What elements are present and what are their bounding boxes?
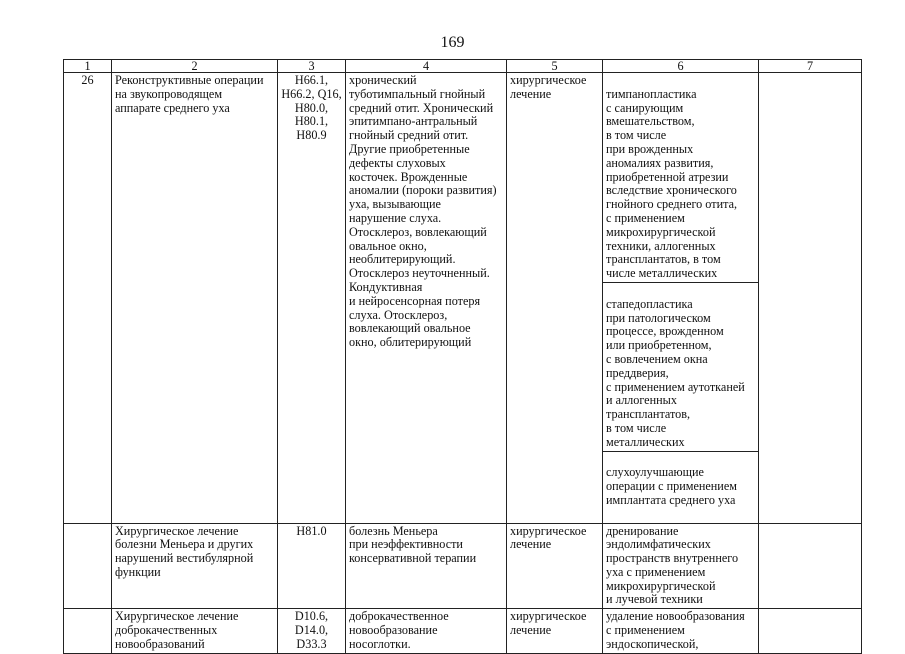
column-header: 3	[278, 60, 346, 73]
row-number: 26	[64, 73, 112, 524]
treatment-type: хирургическое лечение	[507, 609, 603, 653]
procedure-name: Хирургическое лечение болезни Меньера и других нарушений вестибулярной функции	[112, 523, 278, 609]
column-header: 4	[346, 60, 507, 73]
column-header: 2	[112, 60, 278, 73]
column-header: 1	[64, 60, 112, 73]
icd-codes: H81.0	[278, 523, 346, 609]
table-row	[64, 609, 862, 653]
diagnosis-model: доброкачественное новообразование носоглотки.	[346, 609, 507, 653]
diagnosis-model: хронический туботимпальный гнойный средний отит. Хронический эпитимпано-антральный гнойный средний отит. Другие приобретенные дефекты слуховых косточек. Врожденные аномалии (пороки развития) уха, вызывающие нарушение слуха. Отосклероз, вовлекающий овальное окно, необлитерирующий. Отосклероз неуточненный. Кондуктивная и нейросенсорная потеря слуха. Отосклероз, вовлекающий овальное окно, облитерирующий	[346, 73, 507, 524]
diagnosis-model: болезнь Меньера при неэффективности консервативной терапии	[346, 523, 507, 609]
column-header: 5	[507, 60, 603, 73]
extra-cell	[759, 73, 862, 524]
page-number: 169	[440, 34, 465, 51]
treatment-methods	[603, 73, 759, 524]
column-header: 6	[603, 60, 759, 73]
icd-codes: D10.6, D14.0, D33.3	[278, 609, 346, 653]
treatment-method: слухоулучшающие операции с применением имплантата среднего уха	[606, 465, 737, 507]
extra-cell	[759, 609, 862, 653]
column-header: 7	[759, 60, 862, 73]
table-row	[64, 73, 862, 524]
treatment-type: хирургическое лечение	[507, 73, 603, 524]
treatment-method: удаление новообразования с применением эндоскопической,	[603, 609, 759, 653]
table-row	[64, 523, 862, 609]
procedure-name: Хирургическое лечение доброкачественных новообразований	[112, 609, 278, 653]
treatment-method: тимпанопластика с санирующим вмешательством, в том числе при врожденных аномалиях развития, приобретенной атрезии вследствие хронического гнойного среднего отита, с применением микрохирургической техники, аллогенных трансплантатов, в том числе металлических	[603, 87, 758, 283]
treatment-method: дренирование эндолимфатических пространств внутреннего уха с применением микрохирургической и лучевой техники	[603, 523, 759, 609]
table-header-row	[64, 60, 862, 73]
extra-cell	[759, 523, 862, 609]
treatment-type: хирургическое лечение	[507, 523, 603, 609]
icd-codes: H66.1, H66.2, Q16, H80.0, H80.1, H80.9	[278, 73, 346, 524]
row-number	[64, 523, 112, 609]
treatment-method: стапедопластика при патологическом процессе, врожденном или приобретенном, с вовлечением окна преддверия, с применением аутотканей и аллогенных трансплантатов, в том числе металлических	[603, 297, 758, 452]
row-number	[64, 609, 112, 653]
procedure-name: Реконструктивные операции на звукопроводящем аппарате среднего уха	[112, 73, 278, 524]
procedures-table	[63, 59, 862, 654]
